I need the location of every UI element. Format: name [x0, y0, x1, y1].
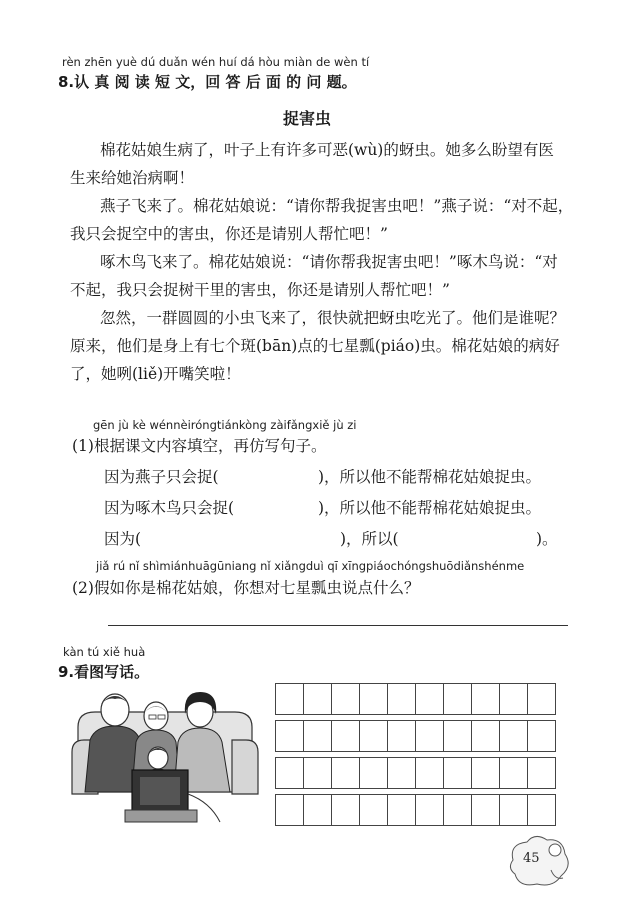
- fill-sentence-1-start: 因为燕子只会捉(: [104, 468, 219, 486]
- story-p2-line1: 燕子飞来了。棉花姑娘说：“请你帮我捉害虫吧！”燕子说：“对不起，: [100, 197, 574, 215]
- grid-cell[interactable]: [527, 720, 556, 752]
- fill-blank-1[interactable]: [232, 462, 316, 484]
- grid-cell[interactable]: [331, 794, 360, 826]
- fill-sentence-2-end: )，所以他不能帮棉花姑娘捉虫。: [318, 499, 542, 517]
- fill-blank-3[interactable]: [150, 524, 340, 546]
- fill-blank-2[interactable]: [248, 493, 318, 515]
- q8-pinyin: rèn zhēn yuè dú duǎn wén huí dá hòu miàn de wèn tí: [62, 55, 370, 69]
- story-title: 捉害虫: [283, 109, 332, 128]
- sheep-page-badge-icon: [505, 830, 575, 894]
- grid-cell[interactable]: [443, 757, 472, 789]
- grid-cell[interactable]: [387, 757, 416, 789]
- grid-cell[interactable]: [443, 683, 472, 715]
- grid-cell[interactable]: [415, 794, 444, 826]
- grid-cell[interactable]: [303, 794, 332, 826]
- story-p3-line1: 啄木鸟飞来了。棉花姑娘说：“请你帮我捉害虫吧！”啄木鸟说：“对: [100, 253, 558, 271]
- grid-cell[interactable]: [527, 794, 556, 826]
- q8-instruction: 8.认 真 阅 读 短 文，回 答 后 面 的 问 题。: [58, 73, 357, 91]
- grid-cell[interactable]: [359, 794, 388, 826]
- grid-cell[interactable]: [471, 720, 500, 752]
- story-p2-line2: 我只会捉空中的害虫，你还是请别人帮忙吧！”: [70, 225, 388, 243]
- grid-cell[interactable]: [331, 757, 360, 789]
- grid-cell[interactable]: [303, 757, 332, 789]
- grid-cell[interactable]: [443, 720, 472, 752]
- grid-cell[interactable]: [499, 683, 528, 715]
- story-p3-line2: 不起，我只会捉树干里的害虫，你还是请别人帮忙吧！”: [70, 281, 450, 299]
- grid-row: [275, 720, 555, 752]
- family-watching-tv-illustration: [70, 682, 260, 831]
- grid-cell[interactable]: [527, 757, 556, 789]
- story-p1-line1: 棉花姑娘生病了，叶子上有许多可恶(wù)的蚜虫。她多么盼望有医: [100, 141, 554, 159]
- grid-cell[interactable]: [415, 720, 444, 752]
- grid-cell[interactable]: [359, 720, 388, 752]
- grid-cell[interactable]: [331, 720, 360, 752]
- story-p4-line3: 了，她咧(liě)开嘴笑啦！: [70, 365, 241, 383]
- answer-line[interactable]: [108, 625, 568, 626]
- fill-sentence-1-end: )，所以他不能帮棉花姑娘捉虫。: [318, 468, 542, 486]
- story-p1-line2: 生来给她治病啊！: [70, 169, 195, 187]
- grid-cell[interactable]: [471, 683, 500, 715]
- grid-cell[interactable]: [275, 683, 304, 715]
- grid-cell[interactable]: [471, 757, 500, 789]
- fill-blank-4[interactable]: [412, 524, 536, 546]
- q9-instruction: 9.看图写话。: [58, 663, 150, 681]
- grid-cell[interactable]: [499, 720, 528, 752]
- grid-cell[interactable]: [387, 720, 416, 752]
- grid-cell[interactable]: [471, 794, 500, 826]
- grid-row: [275, 757, 555, 789]
- fill-sentence-2-start: 因为啄木鸟只会捉(: [104, 499, 235, 517]
- fill-sentence-3-start: 因为(: [104, 530, 142, 548]
- sub2-pinyin: jiǎ rú nǐ shìmiánhuāgūniang nǐ xiǎngduì qī xīngpiáochóngshuōdiǎnshénme: [96, 559, 525, 573]
- grid-cell[interactable]: [303, 720, 332, 752]
- grid-cell[interactable]: [415, 757, 444, 789]
- sub1-pinyin: gēn jù kè wénnèiróngtiánkòng zàifǎngxiě jù zi: [93, 418, 357, 432]
- grid-cell[interactable]: [359, 757, 388, 789]
- fill-sentence-3-mid: )，所以(: [340, 530, 399, 548]
- sub2-instruction: (2)假如你是棉花姑娘，你想对七星瓢虫说点什么？: [72, 579, 420, 597]
- writing-grid[interactable]: [275, 683, 555, 831]
- grid-cell[interactable]: [387, 794, 416, 826]
- grid-cell[interactable]: [527, 683, 556, 715]
- grid-cell[interactable]: [387, 683, 416, 715]
- grid-cell[interactable]: [499, 794, 528, 826]
- story-p4-line1: 忽然，一群圆圆的小虫飞来了，很快就把蚜虫吃光了。他们是谁呢？: [100, 309, 566, 327]
- grid-cell[interactable]: [275, 757, 304, 789]
- grid-cell[interactable]: [443, 794, 472, 826]
- grid-cell[interactable]: [359, 683, 388, 715]
- grid-cell[interactable]: [275, 794, 304, 826]
- sub1-instruction: (1)根据课文内容填空，再仿写句子。: [72, 437, 327, 455]
- grid-cell[interactable]: [499, 757, 528, 789]
- q9-pinyin: kàn tú xiě huà: [63, 645, 146, 659]
- grid-row: [275, 794, 555, 826]
- grid-cell[interactable]: [415, 683, 444, 715]
- story-p4-line2: 原来，他们是身上有七个斑(bān)点的七星瓢(piáo)虫。棉花姑娘的病好: [70, 337, 560, 355]
- grid-row: [275, 683, 555, 715]
- grid-cell[interactable]: [331, 683, 360, 715]
- fill-sentence-3-end: )。: [536, 530, 558, 548]
- grid-cell[interactable]: [275, 720, 304, 752]
- grid-cell[interactable]: [303, 683, 332, 715]
- page-number: 45: [523, 851, 540, 866]
